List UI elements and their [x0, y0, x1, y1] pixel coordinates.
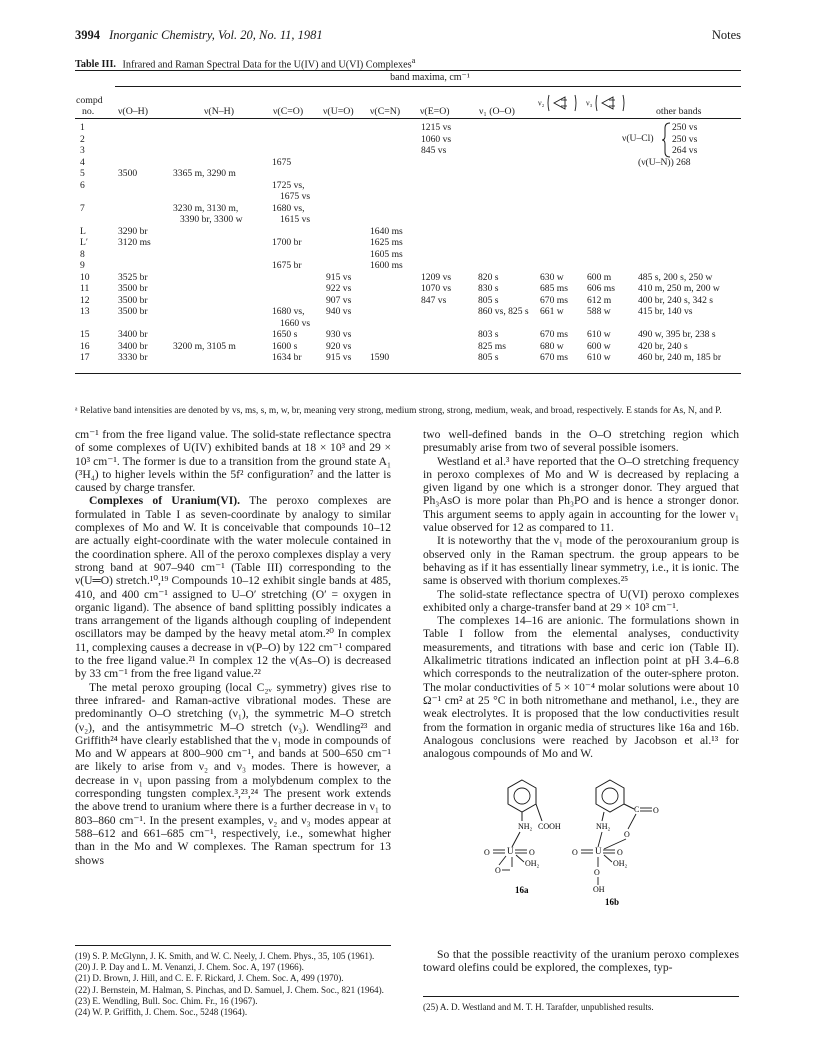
- reference: (23) E. Wendling, Bull. Soc. Chim. Fr., 16 (1967).: [75, 995, 258, 1006]
- table-cell-oh: 3500: [118, 168, 138, 179]
- table-cell-other: 410 m, 250 m, 200 w: [638, 283, 720, 294]
- brace-icon: [661, 122, 671, 158]
- table-caption: [75, 55, 745, 70]
- table-cell-co: 1650 s: [272, 329, 298, 340]
- column-header-rule: [75, 118, 741, 119]
- table-cell-no: 15: [80, 329, 90, 340]
- table-cell-no: 6: [80, 179, 85, 191]
- table-cell-uo: 930 vs: [326, 329, 352, 340]
- table-cell-no: L′: [80, 237, 88, 248]
- table-cell-co: 1634 br: [272, 352, 302, 363]
- hydroxyl-label: OH: [593, 885, 605, 894]
- structure-drawing: [482, 775, 672, 915]
- table-cell-no: 12: [80, 294, 90, 306]
- table-cell-cn: 1625 ms: [370, 237, 403, 248]
- carbonyl-c-label: C: [634, 805, 640, 814]
- table-cell-eo: 1060 vs: [421, 133, 452, 145]
- table-cell-oh: 3525 br: [118, 271, 148, 283]
- reference: (25) A. D. Westland and M. T. H. Tarafder, unpublished results.: [423, 1002, 654, 1012]
- table-cell-no: 10: [80, 271, 90, 283]
- table-cell-v3: 612 m: [587, 294, 612, 306]
- paragraph: The complexes 14–16 are anionic. The formulations shown in Table I follow from the elemental analyses, conductivity measurements, and titrations with base and ceric ion (Table II). Alkalimetric titrations indicated an inflection point at pH 3.4–6.8 which corresponds to the neutralization of the outer-sphere proton. The molar conductivities of 5 × 10⁻⁴ molar solutions were about 10 Ω⁻¹ cm² at 25 °C in both nitromethane and methanol, i.e., they are weak electrolytes. It is proposed that the low conductivities result from the formation in organic media of structures like 16a and 16b. Analogous conclusions were reached by Jacobson et al.¹³ for analogous compounds of Mo and W.: [423, 614, 739, 761]
- references: [75, 951, 391, 1018]
- oh2-label: OH₂: [613, 859, 628, 868]
- ucl-band: 250 vs: [672, 122, 698, 133]
- peroxo-triangle-icon: [547, 94, 577, 112]
- table-cell-co2: 1615 vs: [280, 214, 311, 225]
- table-cell-v3: 600 m: [587, 271, 612, 283]
- references-rule: [75, 945, 391, 946]
- paragraph: So that the possible reactivity of the uranium peroxo complexes toward olefins could be explored, the complexes, typ-: [423, 948, 739, 975]
- paragraph: two well-defined bands in the O–O stretching region which presumably arise from two of several possible isomers.: [423, 428, 739, 455]
- table-cell-v2: 685 ms: [540, 283, 568, 294]
- table-cell-eo: 1070 vs: [421, 283, 452, 294]
- peroxo-triangle-icon: [595, 94, 625, 112]
- col-header-v3: [586, 94, 625, 112]
- peroxo-o-label: O: [495, 866, 501, 875]
- table-cell-uo: 920 vs: [326, 340, 352, 352]
- compd-header: compd: [76, 95, 103, 106]
- table-cell-v3: 610 w: [587, 329, 611, 340]
- col-header-v2: [538, 94, 577, 112]
- footnote-rule: [423, 996, 739, 997]
- compd-no-header: no.: [82, 106, 95, 117]
- table-cell-nh2: 3390 br, 3300 w: [180, 214, 243, 225]
- table-cell-uo: 915 vs: [326, 271, 352, 283]
- table-cell-oo: 805 s: [478, 352, 499, 363]
- table-cell-oh: 3500 br: [118, 283, 148, 294]
- oxo-label: O: [484, 848, 490, 857]
- table-cell-other: 420 br, 240 s: [638, 340, 688, 352]
- caption-footnote-mark: a: [411, 55, 416, 65]
- peroxo-o-label: O: [594, 868, 600, 877]
- table-cell-v2: 680 w: [540, 340, 564, 352]
- table-cell-other: (ν(U–N)) 268: [638, 156, 691, 168]
- table-cell-no: 13: [80, 306, 90, 317]
- table-cell-oo: 803 s: [478, 329, 499, 340]
- journal-citation: Inorganic Chemistry, Vol. 20, No. 11, 1981: [109, 28, 323, 42]
- table-cell-cn: 1640 ms: [370, 225, 403, 237]
- table-cell-v2: 630 w: [540, 271, 564, 283]
- table-cell-nh: 3230 m, 3130 m,: [173, 202, 239, 214]
- table-top-rule: [75, 70, 741, 71]
- structure-16b: [572, 780, 659, 907]
- uranium-label: U: [507, 846, 514, 856]
- ucl-band: 264 vs: [672, 145, 698, 156]
- table-cell-v3: 610 w: [587, 352, 611, 363]
- table-cell-eo: 1209 vs: [421, 271, 452, 283]
- structure-label-16b: 16b: [605, 897, 620, 907]
- paragraph: It is noteworthy that the ν₁ mode of the peroxouranium group is observed only in the Raman spectrum. the group appears to be behaving as if it has essentially linear symmetry, i.e., it is ionic. The same is observed with thorium complexes.²⁵: [423, 534, 739, 588]
- table-cell-oo: 825 ms: [478, 340, 506, 352]
- running-head: [75, 28, 741, 46]
- col-header-v2-label: ν₂: [538, 98, 545, 108]
- table-title: Infrared and Raman Spectral Data for the U(IV) and U(VI) Complexes: [122, 59, 412, 71]
- section-label: Notes: [711, 28, 741, 42]
- table-cell-no: L: [80, 225, 86, 237]
- table-cell-v2: 670 ms: [540, 352, 568, 363]
- reference: (20) J. P. Day and L. M. Venanzi, J. Chem. Soc. A, 197 (1966).: [75, 962, 304, 973]
- reference: (22) J. Bernstein, M. Halman, S. Pinchas, and D. Samuel, J. Chem. Soc., 821 (1964).: [75, 984, 384, 995]
- table-cell-oh: 3120 ms: [118, 237, 151, 248]
- col-header-other: other bands: [656, 106, 702, 117]
- nh2-label: NH₂: [518, 822, 533, 831]
- table-cell-no: 7: [80, 202, 85, 214]
- oxo-label: O: [529, 848, 535, 857]
- table-cell-eo: 845 vs: [421, 145, 447, 156]
- table-cell-co: 1725 vs,: [272, 179, 305, 191]
- cooh-label: COOH: [538, 822, 561, 831]
- table-cell-oo: 860 vs, 825 s: [478, 306, 529, 317]
- table-cell-cn: 1590: [370, 352, 390, 363]
- col-header-cn: ν(C=N): [370, 106, 401, 117]
- carbonyl-o-label: O: [653, 806, 659, 815]
- table-cell-v3: 600 w: [587, 340, 611, 352]
- col-header-uo: ν(U=O): [323, 106, 354, 117]
- col-header-v3-label: ν₃: [586, 98, 593, 108]
- table-cell-co: 1675: [272, 156, 292, 168]
- table-label: Table III.: [75, 59, 116, 71]
- group-header: band maxima, cm⁻¹: [390, 72, 470, 83]
- table-cell-oh: 3500 br: [118, 294, 148, 306]
- table-cell-co2: 1660 vs: [280, 317, 311, 329]
- table-cell-oh: 3290 br: [118, 225, 148, 237]
- table-cell-uo: 940 vs: [326, 306, 352, 317]
- table-cell-uo: 922 vs: [326, 283, 352, 294]
- paragraph: The solid-state reflectance spectra of U(VI) peroxo complexes exhibited only a charge-transfer band at 29 × 10³ cm⁻¹.: [423, 587, 739, 614]
- col-header-co: ν(C=O): [273, 106, 304, 117]
- paragraph: cm⁻¹ from the free ligand value. The solid-state reflectance spectra of some complexes of U(IV) exhibited bands at 18 × 10³ and 29 × 10³ cm⁻¹. The former is due to a transition from the ground state A₁ (³H₄) to higher levels within the 5f² configuration⁷ and the latter is caused by charge transfer.: [75, 428, 391, 495]
- table-cell-no: 8: [80, 248, 85, 260]
- right-column: [423, 428, 739, 760]
- table-cell-nh: 3200 m, 3105 m: [173, 340, 236, 352]
- table-cell-no: 11: [80, 283, 90, 294]
- table-cell-eo: 847 vs: [421, 294, 447, 306]
- table-cell-cn: 1605 ms: [370, 248, 403, 260]
- table-cell-other: 415 br, 140 vs: [638, 306, 693, 317]
- table-cell-v3: 606 ms: [587, 283, 615, 294]
- paragraph: The metal peroxo grouping (local C₂ᵥ symmetry) gives rise to three infrared- and Raman-active vibrational modes. These are predominantly O–O stretching (ν₁), the symmetric M–O stretch (ν₂), and the antisymmetric M–O stretch (ν₃). Wendling²³ and Griffith²⁴ have clearly established that the ν₁ mode in compounds of Mo and W appears at 800–900 cm⁻¹, and bands at 500–650 cm⁻¹ are likely to arise from ν₂ and ν₃ modes. There is however, a decrease in ν₁ upon passing from a molybdenum complex to the corresponding tungsten complex.³,²³,²⁴ The present work extends the above trend to uranium where there is a further decrease in ν₁ to 803–860 cm⁻¹. In the present examples, ν₂ and ν₃ modes appear at 588–612 and 661–685 cm⁻¹, respectively, i.e., somewhat higher than in the Mo and W complexes. The Raman spectrum for 13 shows: [75, 680, 391, 867]
- ucl-band: 250 vs: [672, 133, 698, 145]
- table-cell-v2: 670 ms: [540, 294, 568, 306]
- table-cell-oo: 805 s: [478, 294, 499, 306]
- table-cell-no: 17: [80, 352, 90, 363]
- group-header-rule: [115, 86, 741, 87]
- nh2-label: NH₂: [596, 822, 611, 831]
- table-cell-co: 1680 vs,: [272, 202, 305, 214]
- table-cell-no: 3: [80, 145, 85, 156]
- paragraph: Westland et al.³ have reported that the O–O stretching frequency in peroxo complexes of Mo and W is decreased by replacing a given ligand by one which is a stronger donor. They argued that Ph₃AsO is more polar than Ph₃PO and is hence a stronger donor. This argument seems to apply again in accounting for the lower ν₁ value observed for 12 as compared to 11.: [423, 454, 739, 535]
- table-bottom-rule: [75, 373, 741, 374]
- table-cell-other: 460 br, 240 m, 185 br: [638, 352, 722, 363]
- table-cell-oo: 830 s: [478, 283, 499, 294]
- oxo-label: O: [572, 848, 578, 857]
- table-footnote: ᵃ Relative band intensities are denoted by vs, ms, s, m, w, br, meaning very strong, medium strong, strong, medium, weak, and broad, respectively. E stands for As, N, and P.: [75, 406, 722, 416]
- section-heading: Complexes of Uranium(VI).: [89, 494, 240, 508]
- table-cell-oh: 3400 br: [118, 340, 148, 352]
- paragraph: Complexes of Uranium(VI). The peroxo complexes are formulated in Table I as seven-coordinate by analogy to similar complexes of Mo and W. It is conceivable that compounds 10–12 are actually eight-coordinate with the water molecule contained in the coordination sphere. All of the peroxo complexes display a very strong band at 907–940 cm⁻¹ (Table III) corresponding to the ν(U═O) stretch.¹⁰,¹⁹ Compounds 10–12 exhibit single bands at 485, 410, and 400 cm⁻¹ assigned to U–O′ stretching (O′ = oxygen in organic ligand). The absence of band splitting possibly indicates a trans arrangement of the ligands although coupling of independent oscillators may be damped by the heavy metal atom.²⁰ In complex 11, complexing causes a decrease in ν(P–O) by 122 cm⁻¹ compared to the free ligand value.²¹ In complex 12 the ν(As–O) is decreased by 33 cm⁻¹ from the free ligand value.²²: [75, 494, 391, 681]
- table-cell-oh: 3500 br: [118, 306, 148, 317]
- table-cell-uo: 915 vs: [326, 352, 352, 363]
- reference: (19) S. P. McGlynn, J. K. Smith, and W. C. Neely, J. Chem. Phys., 35, 105 (1961).: [75, 951, 375, 961]
- structure-16a: [484, 780, 561, 895]
- left-column: [75, 428, 391, 867]
- structure-figure: [482, 775, 672, 915]
- table-cell-no: 9: [80, 260, 85, 271]
- col-header-nh: ν(N–H): [204, 106, 235, 117]
- table-cell-oh: 3400 br: [118, 329, 148, 340]
- table-cell-v3: 588 w: [587, 306, 611, 317]
- table-cell-other: 490 w, 395 br, 238 s: [638, 329, 716, 340]
- table-cell-co: 1600 s: [272, 340, 298, 352]
- reference: (24) W. P. Griffith, J. Chem. Soc., 5248 (1964).: [75, 1007, 248, 1018]
- table-cell-other: 400 br, 240 s, 342 s: [638, 294, 714, 306]
- table-cell-uo: 907 vs: [326, 294, 352, 306]
- table-cell-v2: 670 ms: [540, 329, 568, 340]
- table-cell-no: 5: [80, 168, 85, 179]
- ucl-label: ν(U–Cl): [622, 133, 654, 144]
- table-cell-no: 16: [80, 340, 90, 352]
- col-header-oo: ν₁ (O–O): [479, 106, 515, 117]
- table-cell-other: 485 s, 200 s, 250 w: [638, 271, 713, 283]
- col-header-oh: ν(O–H): [118, 106, 149, 117]
- uranium-label: U: [595, 846, 602, 856]
- table-cell-cn: 1600 ms: [370, 260, 403, 271]
- ester-o-label: O: [624, 830, 630, 839]
- table-cell-no: 1: [80, 122, 85, 133]
- table-cell-oh: 3330 br: [118, 352, 148, 363]
- table-cell-no: 2: [80, 133, 85, 145]
- table-cell-co2: 1675 vs: [280, 191, 311, 202]
- table-cell-eo: 1215 vs: [421, 122, 452, 133]
- table-cell-oo: 820 s: [478, 271, 499, 283]
- structure-label-16a: 16a: [515, 885, 529, 895]
- table-cell-co: 1675 br: [272, 260, 302, 271]
- table-cell-co: 1680 vs,: [272, 306, 305, 317]
- oxo-label: O: [617, 848, 623, 857]
- reference: (21) D. Brown, J. Hill, and C. E. F. Rickard, J. Chem. Soc. A, 499 (1970).: [75, 973, 344, 984]
- page-number: 3994: [75, 28, 100, 42]
- table-cell-nh: 3365 m, 3290 m: [173, 168, 236, 179]
- table-cell-no: 4: [80, 156, 85, 168]
- col-header-eo: ν(E=O): [420, 106, 450, 117]
- table-cell-v2: 661 w: [540, 306, 564, 317]
- table-cell-co: 1700 br: [272, 237, 302, 248]
- oh2-label: OH₂: [525, 859, 540, 868]
